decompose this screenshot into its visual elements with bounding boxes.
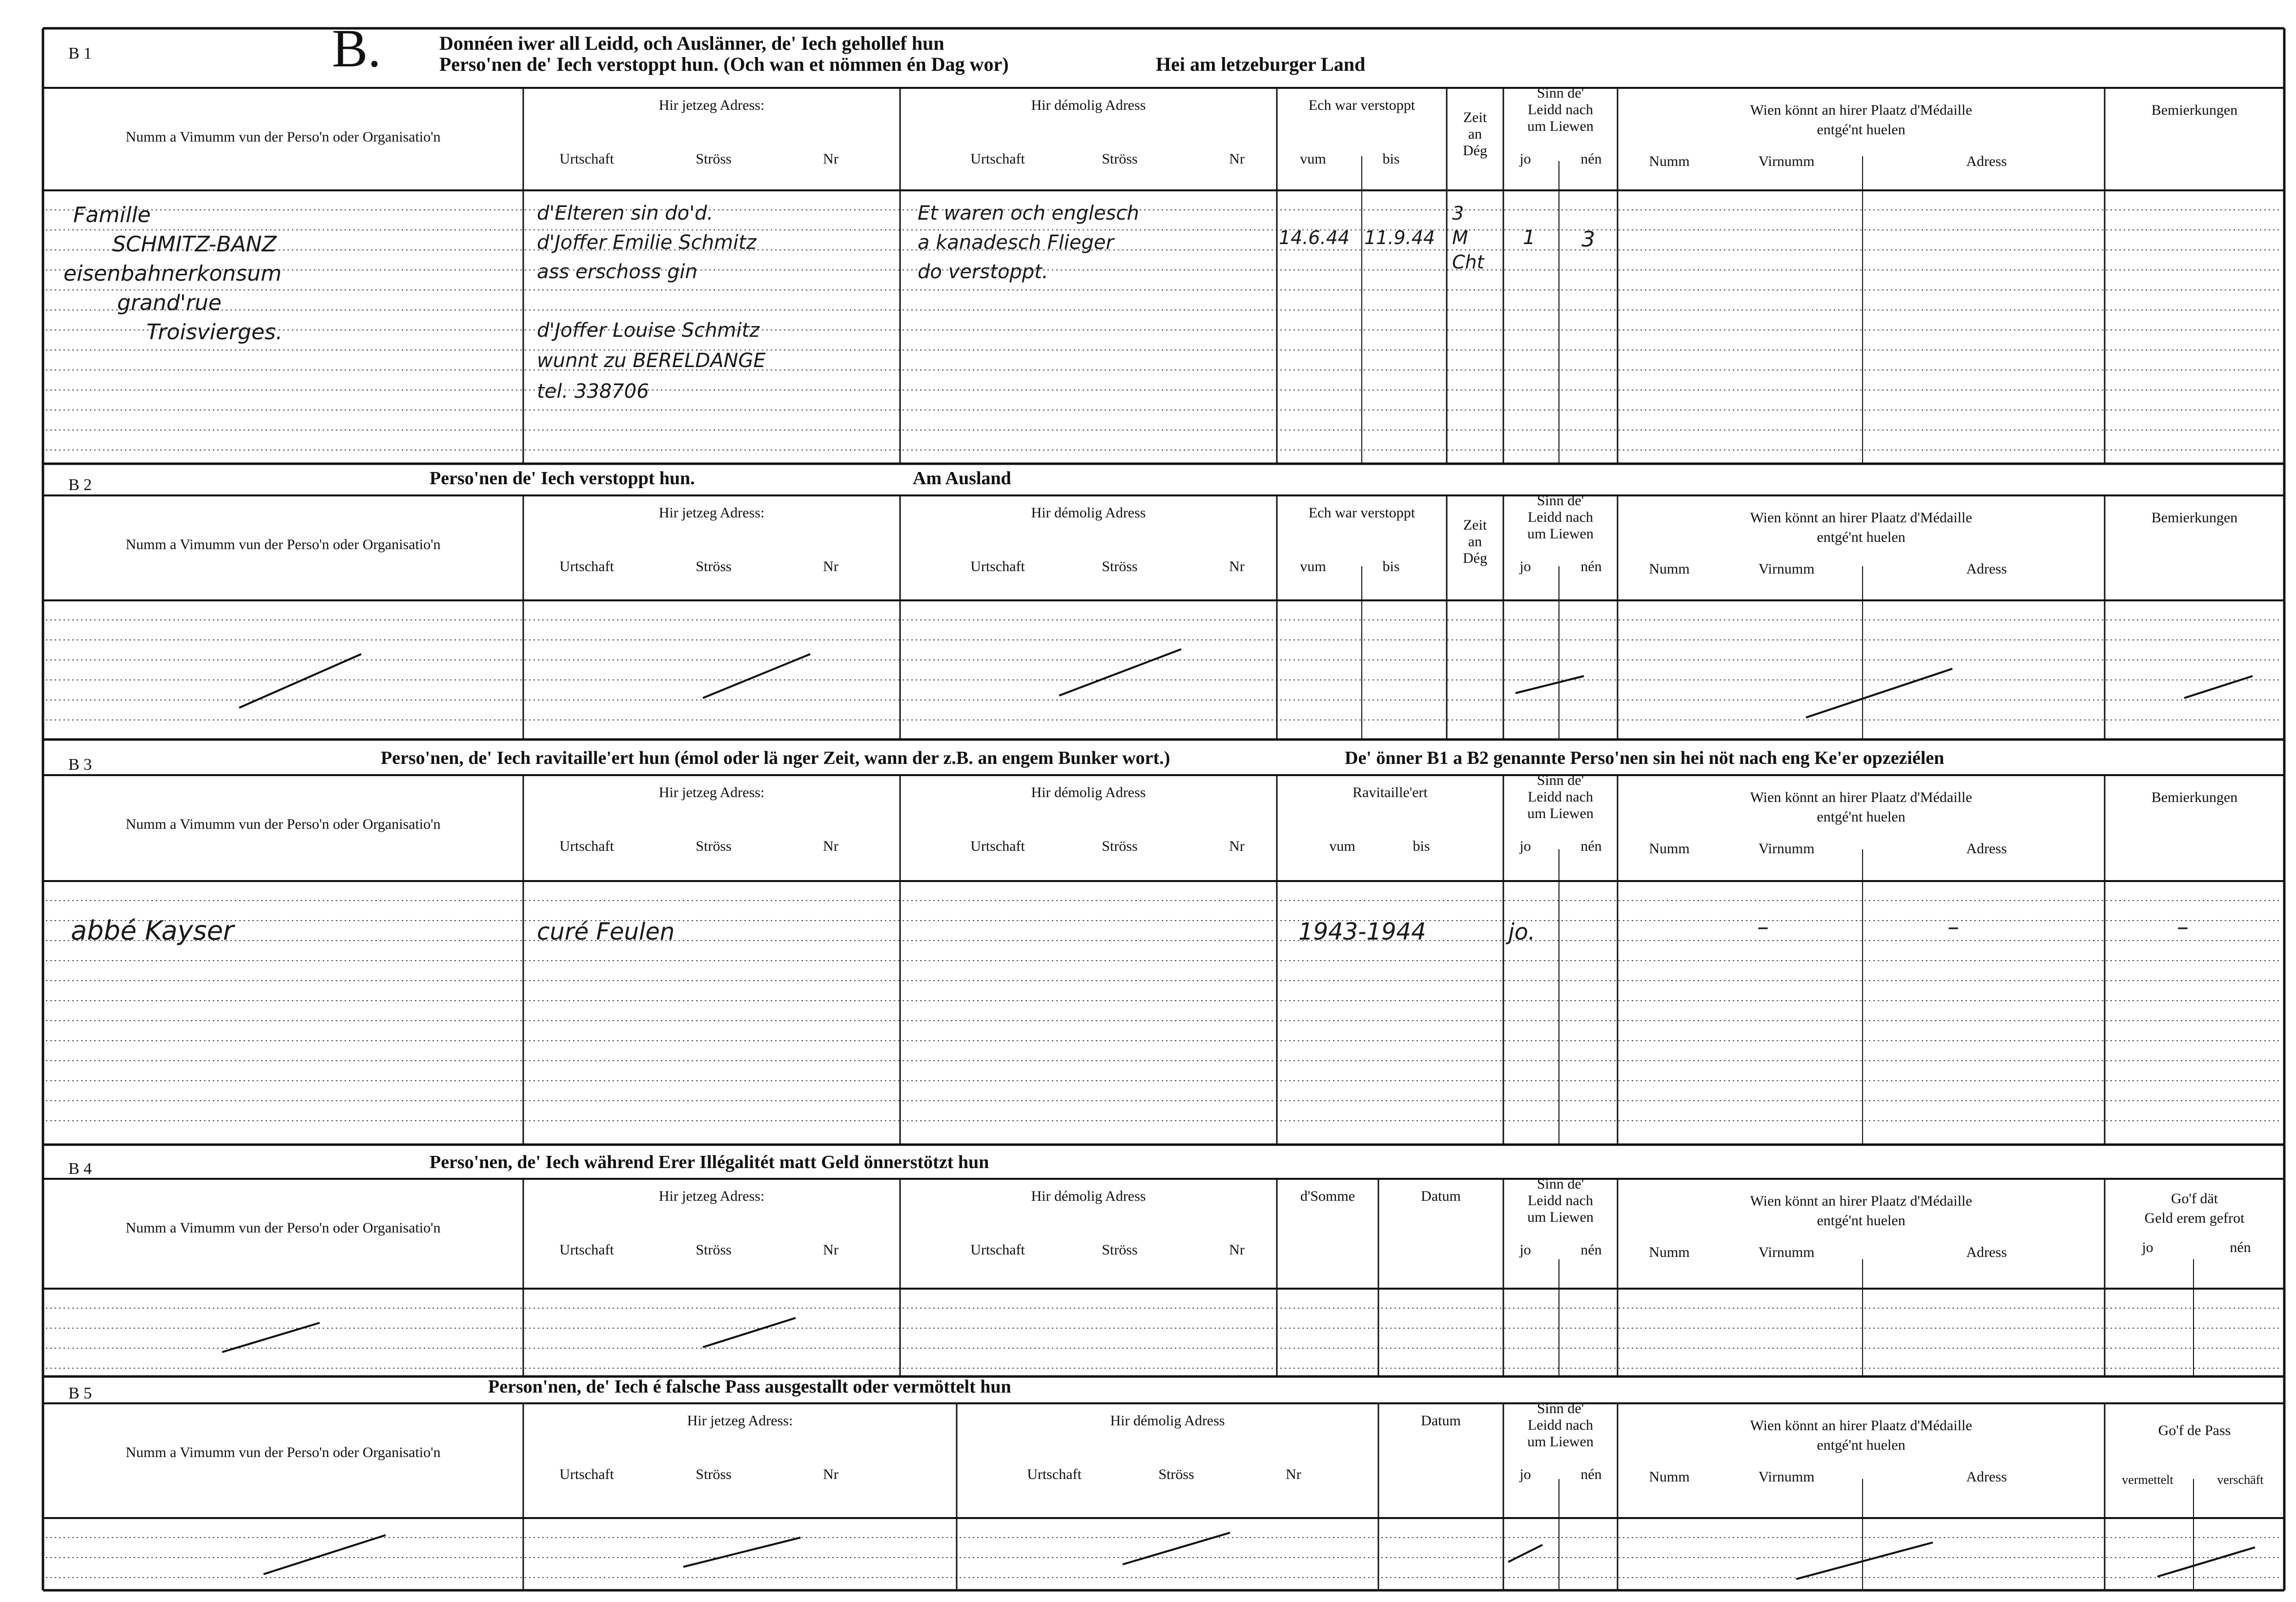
col-alive-b2: Leidd nach — [1527, 509, 1594, 525]
col-from-b3: vum — [1329, 838, 1355, 854]
cancel-stroke-b2-name — [239, 654, 361, 708]
cancel-stroke-b2-medal — [1806, 669, 1952, 718]
col-medal-b1: Wien könnt an hirer Plaatz d'Médaille — [1750, 102, 1972, 118]
hw-b3-period: 1943-1944 — [1298, 918, 1426, 945]
col-medal-b5: Wien könnt an hirer Plaatz d'Médaille — [1750, 1417, 1972, 1434]
col-medal-name-b1: Numm — [1649, 153, 1690, 169]
hw-b1-current-4: wunnt zu BERELDANGE — [537, 349, 766, 372]
header-line-2: Perso'nen de' Iech verstoppt hun. (Och wan et nömmen én Dag wor) — [439, 53, 1009, 75]
col-alive-b5: Leidd nach — [1527, 1417, 1594, 1433]
col-medal-addr-b2: Adress — [1966, 561, 2007, 577]
section-code-b2: B 2 — [68, 476, 92, 494]
col-medal-first-b2: Virnumm — [1758, 561, 1815, 577]
col-former-b4: Hir démolig Adress — [1031, 1188, 1146, 1204]
col-alive-b1: Sinn de' — [1537, 85, 1584, 101]
col-medal-name-b2: Numm — [1649, 561, 1690, 577]
col-medal-name-b3: Numm — [1649, 841, 1690, 857]
col-number-b5: Nr — [823, 1466, 839, 1482]
col-days-b2: an — [1468, 534, 1482, 550]
col-medal-b2: entgé'nt huelen — [1817, 529, 1906, 545]
col-locality-b5: Urtschaft — [559, 1466, 614, 1482]
hw-b1-current-1: d'Joffer Emilie Schmitz — [537, 231, 757, 254]
col-to-b3: bis — [1413, 838, 1430, 854]
col-medal-addr-b3: Adress — [1966, 841, 2007, 857]
cancel-stroke-b5-medal — [1796, 1542, 1933, 1579]
hw-b1-days-0: 3 — [1452, 203, 1464, 224]
col-remarks-b2: Bemierkungen — [2151, 510, 2238, 526]
col-days-b2: Dég — [1463, 550, 1487, 566]
col-medal-addr-b1: Adress — [1966, 153, 2007, 169]
section-code-b5: B 5 — [68, 1384, 92, 1402]
col-medal-first-b4: Virnumm — [1758, 1244, 1815, 1260]
section-title-b3: Perso'nen, de' Iech ravitaille'ert hun (émol oder lä nger Zeit, wann der z.B. an engem Bunker wort.) — [381, 748, 1170, 768]
col-date-b4: Datum — [1421, 1188, 1461, 1204]
col-from-b1: vum — [1300, 151, 1326, 167]
col-number2-b4: Nr — [1229, 1242, 1245, 1258]
col-alive-b1: um Liewen — [1527, 118, 1594, 134]
col-name-b4: Numm a Vimumm vun der Perso'n oder Organisatio'n — [125, 1220, 441, 1236]
col-locality2-b4: Urtschaft — [970, 1242, 1025, 1258]
col-hidden-b1: Ech war verstoppt — [1308, 97, 1415, 113]
col-no-b4: nén — [1580, 1242, 1602, 1258]
col-locality-b2: Urtschaft — [559, 558, 614, 575]
hw-b1-name-2: eisenbahnerkonsum — [63, 261, 282, 286]
hw-b3-alive: jo. — [1508, 919, 1536, 945]
col-street-b5: Ströss — [696, 1466, 732, 1482]
handwriting-strokes — [222, 649, 2255, 1579]
col-medal-name-b5: Numm — [1649, 1469, 1690, 1485]
col-yes-b4: jo — [1519, 1242, 1531, 1258]
col-no-b1: nén — [1580, 151, 1602, 167]
col-remarks-b1: Bemierkungen — [2151, 102, 2238, 118]
hw-b1-current-5: tel. 338706 — [537, 380, 649, 403]
col-street-b4: Ströss — [696, 1242, 732, 1258]
hw-b1-name-1: SCHMITZ-BANZ — [112, 232, 277, 257]
section-title-b4: Perso'nen, de' Iech während Erer Illégalitét matt Geld önnerstötzt hun — [430, 1152, 989, 1172]
cancel-stroke-b4-current — [703, 1318, 796, 1347]
col-number-b3: Nr — [823, 838, 839, 854]
col-name-b3: Numm a Vimumm vun der Perso'n oder Organisatio'n — [125, 816, 441, 832]
col-to-b1: bis — [1382, 151, 1400, 167]
hw-b1-days-2: Cht — [1452, 251, 1484, 273]
col-alive-b3: um Liewen — [1527, 805, 1594, 822]
col-money-ret-b4: Go'f dät — [2171, 1191, 2218, 1207]
col-locality2-b2: Urtschaft — [970, 558, 1025, 575]
col-yes-b3: jo — [1519, 838, 1531, 854]
hw-b1-name-3: grand'rue — [117, 290, 222, 315]
col-remarks-b3: Bemierkungen — [2151, 789, 2238, 805]
hw-b1-former-2: do verstoppt. — [918, 261, 1048, 283]
col-medal-b3: entgé'nt huelen — [1817, 809, 1906, 825]
col-current-b2: Hir jetzeg Adress: — [658, 505, 765, 521]
col-medal-b2: Wien könnt an hirer Plaatz d'Médaille — [1750, 510, 1972, 526]
hw-b1-no: 3 — [1581, 227, 1595, 252]
col-days-b1: an — [1468, 126, 1482, 142]
hw-b1-from: 14.6.44 — [1279, 227, 1350, 248]
col-street2-b5: Ströss — [1158, 1466, 1194, 1482]
col-former-b3: Hir démolig Adress — [1031, 784, 1146, 801]
col-alive-b1: Leidd nach — [1527, 102, 1594, 118]
col-days-b2: Zeit — [1463, 517, 1487, 533]
col-yes-b2: jo — [1519, 558, 1531, 575]
hw-b1-former-0: Et waren och englesch — [918, 202, 1139, 225]
col-number2-b1: Nr — [1229, 151, 1245, 167]
col-number-b1: Nr — [823, 151, 839, 167]
hw-b3-dash-1: – — [1757, 913, 1769, 941]
hw-b1-current-3: d'Joffer Louise Schmitz — [537, 319, 760, 342]
col-money-ret-b4: Geld erem gefrot — [2144, 1210, 2245, 1226]
hw-b3-current: curé Feulen — [537, 918, 675, 945]
col-yes-b1: jo — [1519, 151, 1531, 167]
section-title-b2: Perso'nen de' Iech verstoppt hun. — [430, 468, 695, 489]
cancel-stroke-b2-alive — [1516, 676, 1584, 693]
col-name-b5: Numm a Vimumm vun der Perso'n oder Organisatio'n — [125, 1444, 441, 1460]
col-supplied-b3: Ravitaille'ert — [1353, 784, 1428, 801]
col-alive-b2: Sinn de' — [1537, 493, 1584, 509]
col-street2-b4: Ströss — [1102, 1242, 1138, 1258]
col-number-b2: Nr — [823, 558, 839, 575]
col-medal-first-b5: Virnumm — [1758, 1469, 1815, 1485]
section-code-b3: B 3 — [68, 756, 92, 774]
col-alive-b3: Sinn de' — [1537, 772, 1584, 788]
hw-b1-current-2: ass erschoss gin — [537, 261, 697, 283]
col-street2-b3: Ströss — [1102, 838, 1138, 854]
col-medal-b4: entgé'nt huelen — [1817, 1212, 1906, 1229]
col-former-b5: Hir démolig Adress — [1110, 1413, 1225, 1429]
hw-b1-name-4: Troisvierges. — [146, 320, 283, 345]
col-former-b2: Hir démolig Adress — [1031, 505, 1146, 521]
hw-b1-to: 11.9.44 — [1364, 227, 1435, 248]
col-no-b3: nén — [1580, 838, 1602, 854]
col-locality2-b3: Urtschaft — [970, 838, 1025, 854]
col-hidden-b2: Ech war verstoppt — [1308, 505, 1415, 521]
col-alive-b5: um Liewen — [1527, 1434, 1594, 1450]
col-pass-lost-b5: verschäft — [2217, 1473, 2264, 1487]
cancel-stroke-b2-former — [1059, 649, 1181, 696]
hw-b1-yes: 1 — [1523, 226, 1536, 249]
hw-b3-name: abbé Kayser — [71, 915, 234, 946]
col-days-b1: Dég — [1463, 143, 1487, 159]
cancel-stroke-b5-name — [264, 1535, 386, 1574]
col-former-b1: Hir démolig Adress — [1031, 97, 1146, 113]
section-code-b1: B 1 — [68, 44, 92, 62]
col-sum-b4: d'Somme — [1300, 1188, 1355, 1204]
col-street2-b1: Ströss — [1102, 151, 1138, 167]
col-alive-b4: Sinn de' — [1537, 1176, 1584, 1192]
section-title-b-b2: Am Ausland — [913, 468, 1011, 489]
cancel-stroke-b5-pass — [2157, 1547, 2255, 1577]
col-locality-b1: Urtschaft — [559, 151, 614, 167]
col-to-b2: bis — [1382, 558, 1400, 575]
col-number-b4: Nr — [823, 1242, 839, 1258]
col-locality-b3: Urtschaft — [559, 838, 614, 854]
col-medal-addr-b5: Adress — [1966, 1469, 2007, 1485]
hw-b3-dash-2: – — [1948, 913, 1959, 941]
header-line-2b: Hei am letzeburger Land — [1156, 53, 1366, 75]
col-street-b2: Ströss — [696, 558, 732, 575]
col-number2-b5: Nr — [1286, 1466, 1301, 1482]
col-medal-first-b1: Virnumm — [1758, 153, 1815, 169]
col-name-b1: Numm a Vimumm vun der Perso'n oder Organisatio'n — [125, 129, 441, 145]
col-current-b3: Hir jetzeg Adress: — [658, 784, 765, 801]
col-medal-b3: Wien könnt an hirer Plaatz d'Médaille — [1750, 789, 1972, 805]
hw-b1-former-1: a kanadesch Flieger — [918, 231, 1114, 254]
hw-b3-dash-3: – — [2177, 913, 2189, 941]
col-current-b5: Hir jetzeg Adress: — [687, 1413, 793, 1429]
form-letter: B. — [332, 19, 381, 78]
col-medal-b5: entgé'nt huelen — [1817, 1437, 1906, 1453]
header-line-1: Donnéen iwer all Leidd, och Auslänner, de' Iech gehollef hun — [439, 32, 944, 54]
cancel-stroke-b5-alive — [1508, 1545, 1542, 1562]
col-locality2-b5: Urtschaft — [1027, 1466, 1082, 1482]
section-code-b4: B 4 — [68, 1160, 92, 1178]
col-pass-given-b5: vermettelt — [2122, 1473, 2173, 1487]
col-alive-b5: Sinn de' — [1537, 1400, 1584, 1417]
form-labels — [63, 19, 2264, 1487]
col-from-b2: vum — [1300, 558, 1326, 575]
col-yes-b5: jo — [1519, 1466, 1531, 1482]
cancel-stroke-b5-current — [683, 1538, 800, 1567]
col-current-b4: Hir jetzeg Adress: — [658, 1188, 765, 1204]
col-pass-ret-b5: Go'f de Pass — [2158, 1422, 2231, 1438]
col-medal-name-b4: Numm — [1649, 1244, 1690, 1260]
col-street2-b2: Ströss — [1102, 558, 1138, 575]
col-number2-b2: Nr — [1229, 558, 1245, 575]
col-street-b1: Ströss — [696, 151, 732, 167]
col-days-b1: Zeit — [1463, 109, 1487, 125]
col-current-b1: Hir jetzeg Adress: — [658, 97, 765, 113]
col-no-b2: nén — [1580, 558, 1602, 575]
col-locality2-b1: Urtschaft — [970, 151, 1025, 167]
col-date-b5: Datum — [1421, 1413, 1461, 1429]
cancel-stroke-b2-current — [703, 654, 810, 698]
col-no-b5: nén — [1580, 1466, 1602, 1482]
col-number2-b3: Nr — [1229, 838, 1245, 854]
hw-b1-current-0: d'Elteren sin do'd. — [537, 202, 714, 225]
col-alive-b2: um Liewen — [1527, 526, 1594, 542]
col-medal-b1: entgé'nt huelen — [1817, 122, 1906, 138]
section-title-b-b3: De' önner B1 a B2 genannte Perso'nen sin hei nöt nach eng Ke'er opzeziélen — [1345, 748, 1945, 768]
col-street-b3: Ströss — [696, 838, 732, 854]
col-name-b2: Numm a Vimumm vun der Perso'n oder Organisatio'n — [125, 536, 441, 553]
col-alive-b4: Leidd nach — [1527, 1192, 1594, 1209]
form-grid-lines — [43, 28, 2284, 1590]
col-locality-b4: Urtschaft — [559, 1242, 614, 1258]
col-medal-addr-b4: Adress — [1966, 1244, 2007, 1260]
section-title-b5: Person'nen, de' Iech é falsche Pass ausgestallt oder vermöttelt hun — [488, 1376, 1011, 1397]
cancel-stroke-b2-remarks — [2184, 676, 2253, 698]
cancel-stroke-b4-name — [222, 1323, 320, 1352]
hw-b1-name-0: Famille — [73, 203, 151, 227]
col-money-no-b4: nén — [2230, 1239, 2251, 1255]
col-alive-b3: Leidd nach — [1527, 789, 1594, 805]
col-alive-b4: um Liewen — [1527, 1209, 1594, 1225]
col-medal-first-b3: Virnumm — [1758, 841, 1815, 857]
hw-b1-days-1: M — [1452, 227, 1468, 248]
col-money-yes-b4: jo — [2142, 1239, 2153, 1255]
col-medal-b4: Wien könnt an hirer Plaatz d'Médaille — [1750, 1193, 1972, 1209]
